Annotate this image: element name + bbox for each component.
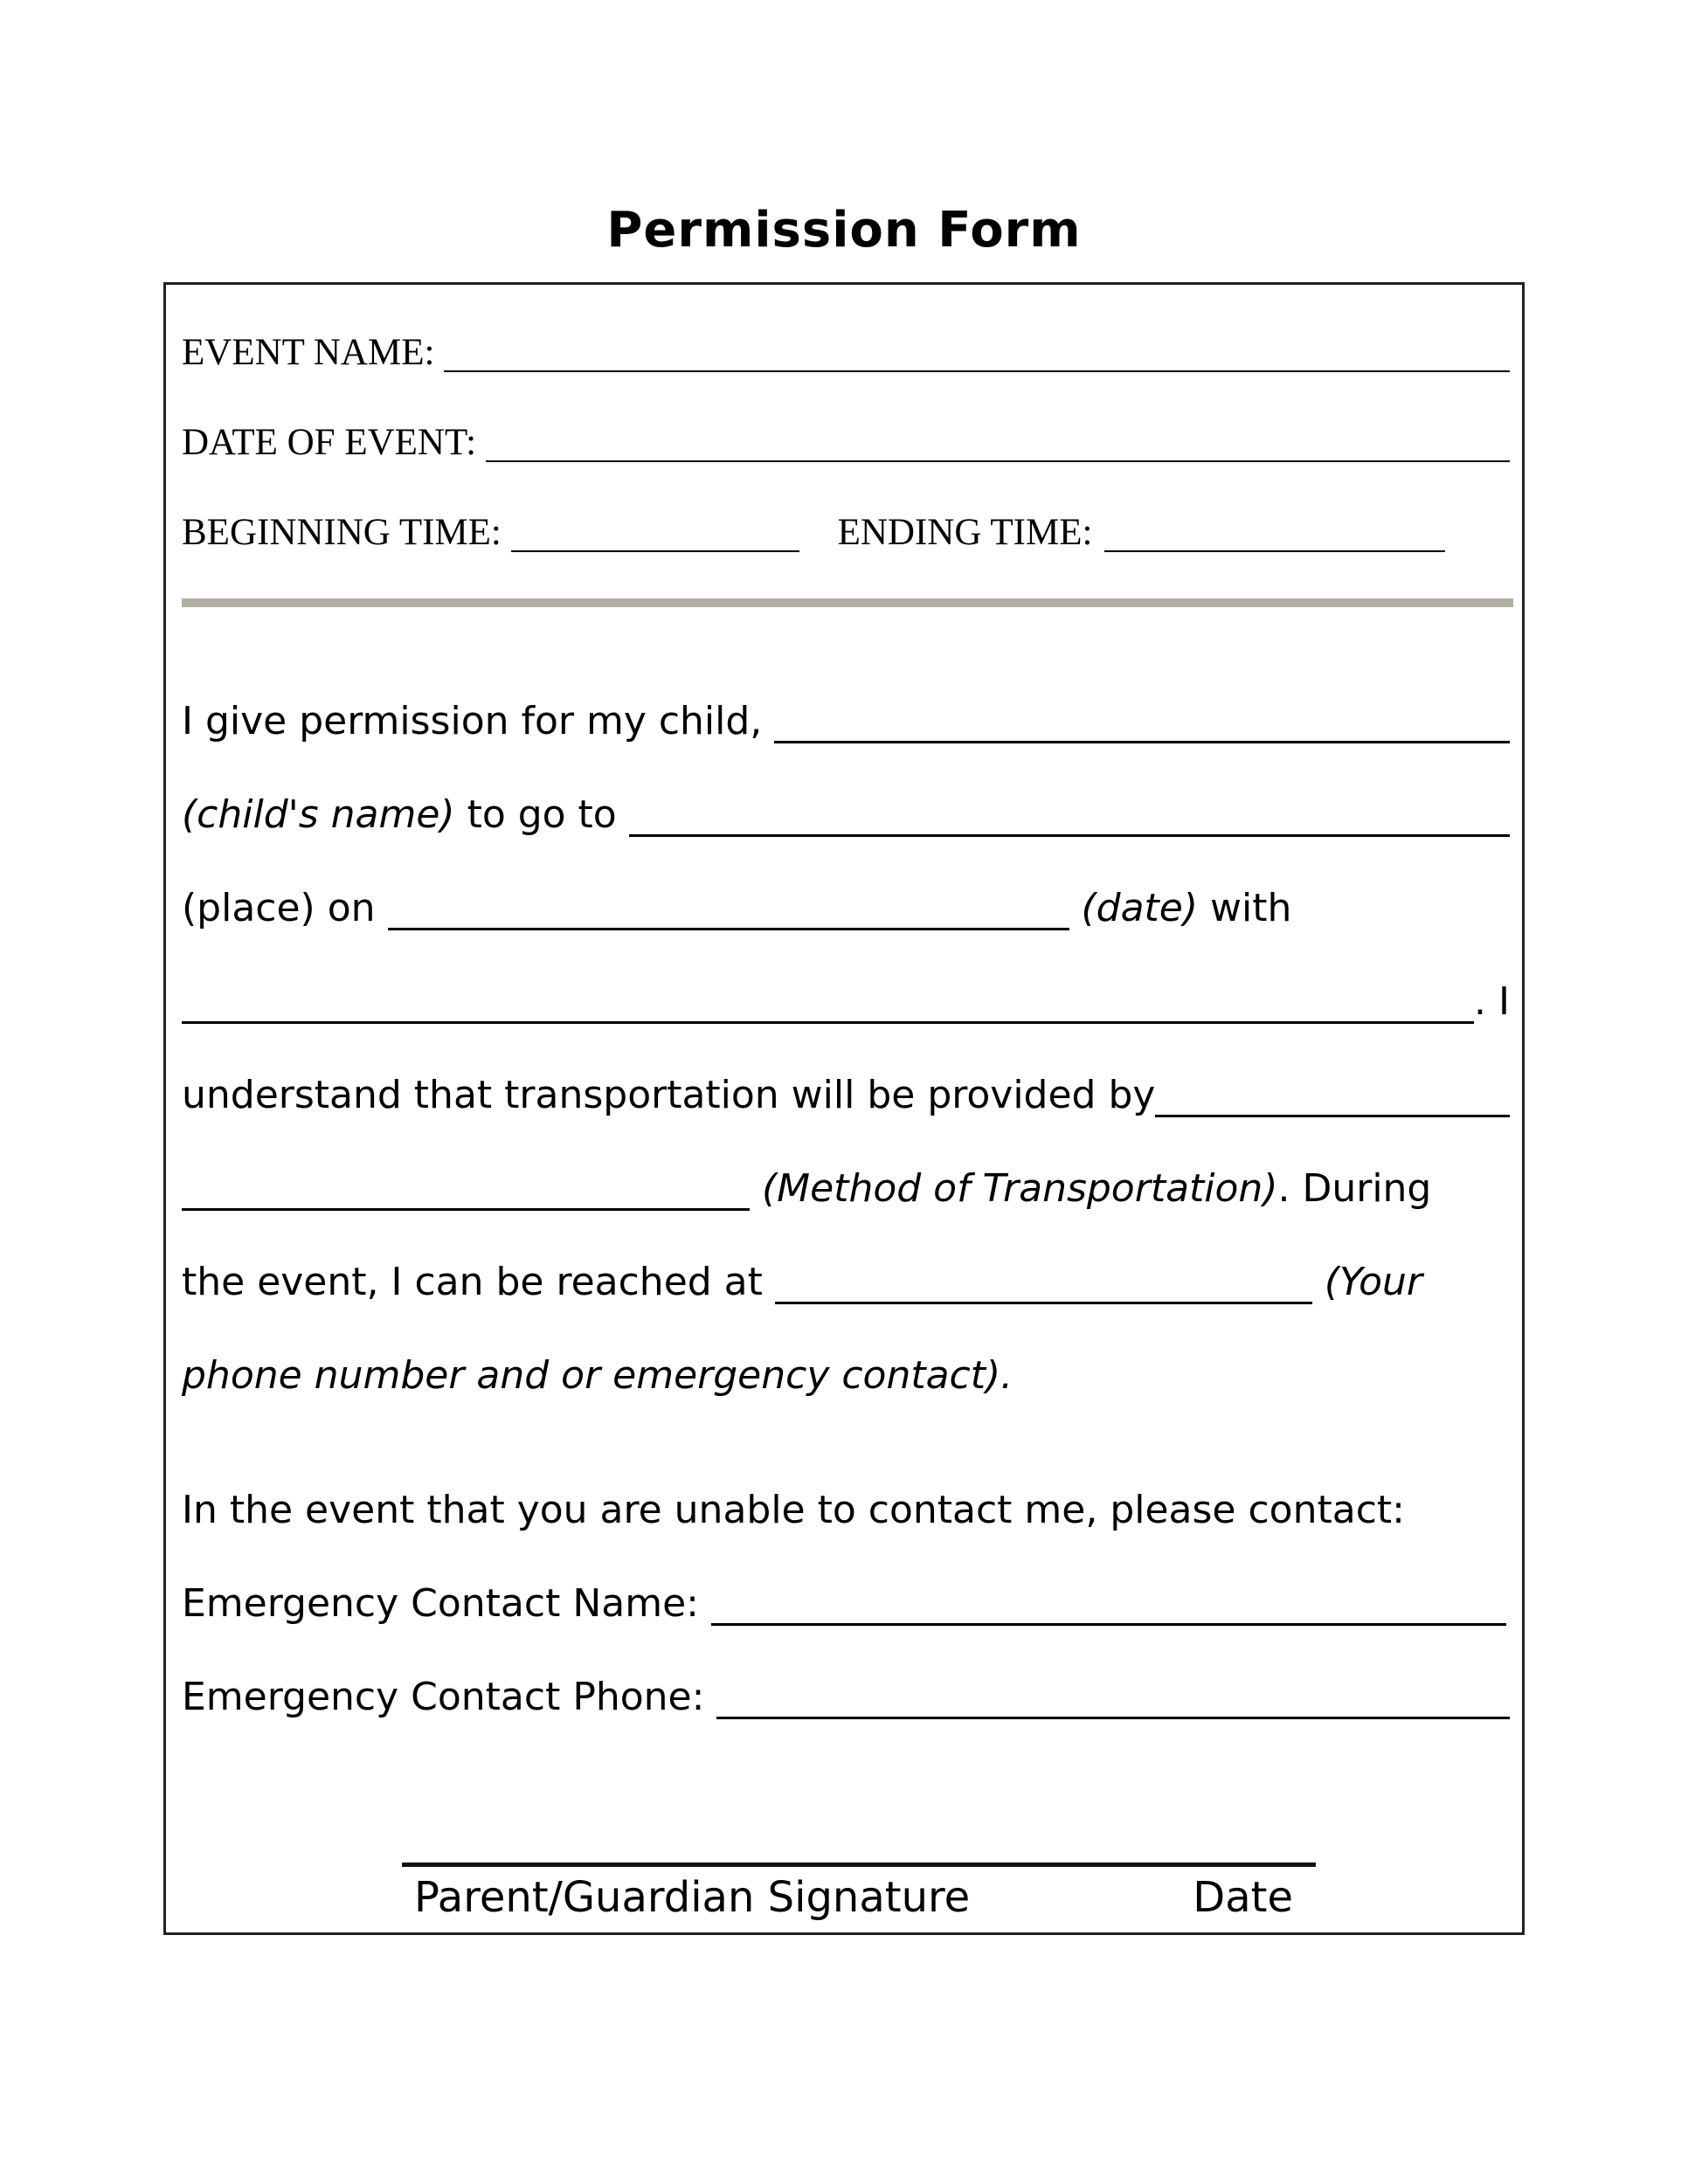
permission-line-6 [182, 1142, 1510, 1235]
ending-time-blank[interactable] [1104, 515, 1445, 552]
reached-at-blank[interactable] [775, 1263, 1312, 1304]
form-header [182, 285, 1510, 577]
permission-line-7 [182, 1235, 1510, 1329]
permission-paragraph [182, 674, 1510, 1744]
ending-time-label: ENDING TIME: [837, 512, 1093, 553]
date-label: Date [1193, 1873, 1293, 1922]
emergency-phone-blank[interactable] [716, 1678, 1510, 1719]
beginning-time-label: BEGINNING TIME: [182, 512, 511, 553]
date-of-event-label: DATE OF EVENT: [182, 422, 486, 463]
signature-labels-row [402, 1867, 1316, 1923]
emergency-phone-row [182, 1650, 1510, 1744]
child-name-blank[interactable] [774, 702, 1510, 743]
emergency-name-blank[interactable] [711, 1585, 1506, 1626]
permission-form-box [163, 282, 1525, 1935]
emergency-intro-line [182, 1463, 1510, 1557]
permission-line-3-text: with [1198, 886, 1292, 930]
times-row [182, 487, 1510, 577]
permission-line-5 [182, 1048, 1510, 1142]
permission-line-6-text: . During [1277, 1166, 1432, 1211]
permission-line-5-text: understand that transportation will be provided by [182, 1073, 1156, 1117]
event-name-blank[interactable] [444, 335, 1510, 372]
emergency-phone-label: Emergency Contact Phone: [182, 1675, 717, 1719]
event-name-row [182, 308, 1510, 397]
emergency-contact-section [182, 1463, 1510, 1744]
signature-block [402, 1863, 1316, 1923]
your-phone-note-start: (Your [1311, 1260, 1422, 1304]
place-note: (place) on [182, 886, 388, 930]
child-name-note: (child's name) [182, 792, 455, 837]
permission-line-2-text: to go to [454, 792, 629, 837]
date-of-event-row [182, 397, 1510, 487]
emergency-intro-text: In the event that you are unable to contact me, please contact: [182, 1488, 1405, 1532]
beginning-time-blank[interactable] [511, 515, 799, 552]
transportation-blank-1[interactable] [1155, 1076, 1510, 1117]
permission-line-1 [182, 674, 1510, 768]
permission-line-8 [182, 1329, 1510, 1422]
page-title: Permission Form [606, 202, 1082, 259]
emergency-name-label: Emergency Contact Name: [182, 1581, 711, 1626]
date-of-event-blank[interactable] [486, 425, 1510, 462]
permission-line-3 [182, 861, 1510, 955]
parent-guardian-signature-label: Parent/Guardian Signature [414, 1873, 971, 1922]
permission-line-4-text: . I [1474, 979, 1510, 1024]
chaperone-blank[interactable] [182, 983, 1474, 1024]
permission-line-7-text: the event, I can be reached at [182, 1260, 775, 1304]
permission-line-2 [182, 768, 1510, 861]
emergency-name-row [182, 1557, 1510, 1650]
transportation-blank-2[interactable] [182, 1170, 750, 1211]
date-note: (date) [1069, 886, 1199, 930]
place-blank[interactable] [629, 796, 1510, 837]
permission-line-4 [182, 955, 1510, 1048]
permission-line-1-text: I give permission for my child, [182, 699, 775, 743]
section-divider [182, 598, 1513, 607]
date-blank[interactable] [388, 889, 1069, 930]
your-phone-note-end: phone number and or emergency contact). [182, 1353, 1013, 1398]
method-of-transportation-note: (Method of Transportation) [750, 1166, 1278, 1211]
event-name-label: EVENT NAME: [182, 332, 445, 373]
